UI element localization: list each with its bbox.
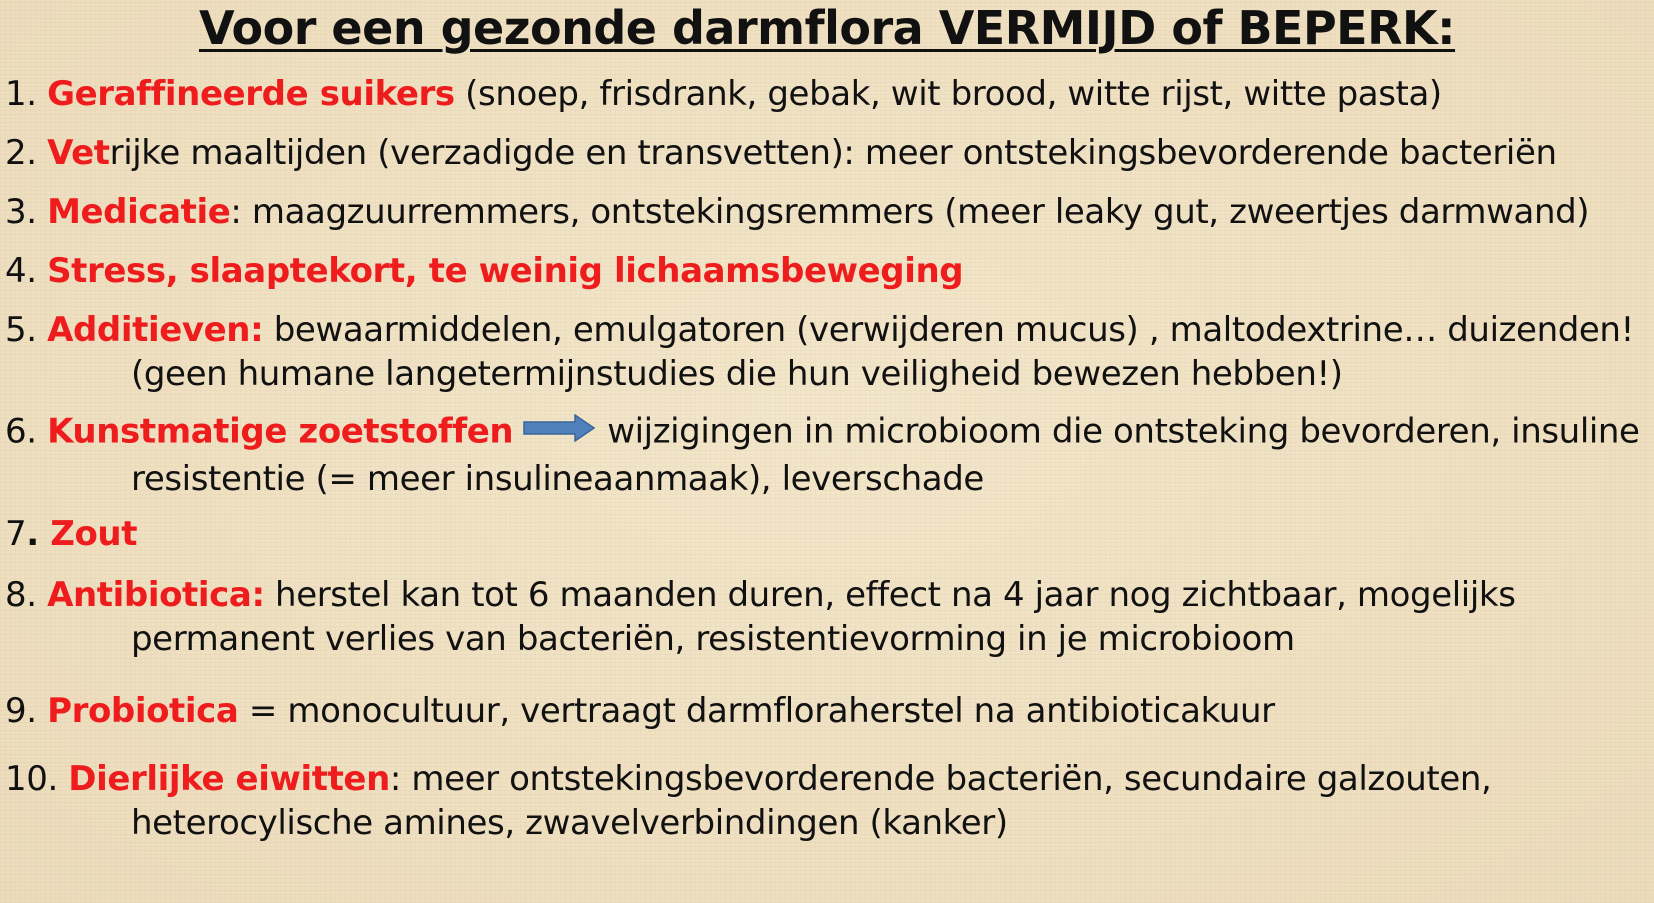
right-arrow-icon: [523, 409, 595, 453]
item-text: rijke maaltijden (verzadigde en transvetten): meer ontstekingsbevorderende bacteriën: [109, 133, 1557, 173]
list-item-2: [5, 131, 1557, 175]
item-continuation: heterocylische amines, zwavelverbindingen (kanker): [131, 803, 1008, 843]
item-keyword: Antibiotica:: [47, 575, 265, 615]
item-text: : maagzuurremmers, ontstekingsremmers (meer leaky gut, zweertjes darmwand): [230, 192, 1590, 232]
item-keyword: Stress, slaaptekort, te weinig lichaamsbeweging: [47, 251, 964, 291]
list-item-9: [5, 689, 1275, 733]
item-continuation: resistentie (= meer insulineaanmaak), leverschade: [131, 459, 984, 499]
list-item-8: [5, 573, 1516, 661]
item-keyword: Medicatie: [47, 192, 231, 232]
list-item-1: [5, 72, 1442, 116]
item-keyword: Geraffineerde suikers: [47, 74, 455, 114]
item-text: (snoep, frisdrank, gebak, wit brood, witte rijst, witte pasta): [454, 74, 1442, 114]
item-text: bewaarmiddelen, emulgatoren (verwijderen mucus) , maltodextrine… duizenden!: [263, 310, 1634, 350]
item-number: 3.: [5, 192, 48, 232]
item-number: 1.: [5, 74, 48, 114]
item-keyword: Probiotica: [47, 691, 239, 731]
item-number: 6.: [5, 411, 48, 452]
item-continuation: permanent verlies van bacteriën, resistentievorming in je microbioom: [131, 619, 1295, 659]
item-number: 4.: [5, 251, 48, 291]
item-number: 7: [5, 514, 27, 554]
item-number: 10.: [5, 759, 69, 799]
list-item-5: [5, 308, 1634, 396]
item-text: = monocultuur, vertraagt darmfloraherstel na antibioticakuur: [238, 691, 1275, 731]
list-item-7: [5, 512, 137, 556]
item-continuation: (geen humane langetermijnstudies die hun veiligheid bewezen hebben!): [131, 354, 1343, 394]
page-title: Voor een gezonde darmflora VERMIJD of BEPERK:: [198, 1, 1456, 55]
item-number: 9.: [5, 691, 48, 731]
item-keyword: Zout: [50, 514, 138, 554]
item-text: herstel kan tot 6 maanden duren, effect na 4 jaar nog zichtbaar, mogelijks: [264, 575, 1516, 615]
item-text: wijzigingen in microbioom die ontsteking bevorderen, insuline: [607, 411, 1640, 452]
item-number: 8.: [5, 575, 48, 615]
list-item-4: [5, 249, 963, 293]
item-keyword: Kunstmatige zoetstoffen: [47, 411, 514, 452]
list-item-3: [5, 190, 1589, 234]
item-number: 2.: [5, 133, 48, 173]
item-keyword: Additieven:: [47, 310, 264, 350]
item-number: 5.: [5, 310, 48, 350]
list-item-10: [5, 757, 1491, 845]
item-number-dot: .: [26, 514, 51, 554]
list-item-6: [5, 409, 1640, 501]
item-text: : meer ontstekingsbevorderende bacteriën, secundaire galzouten,: [389, 759, 1492, 799]
item-keyword: Dierlijke eiwitten: [68, 759, 390, 799]
item-keyword: Vet: [47, 133, 110, 173]
